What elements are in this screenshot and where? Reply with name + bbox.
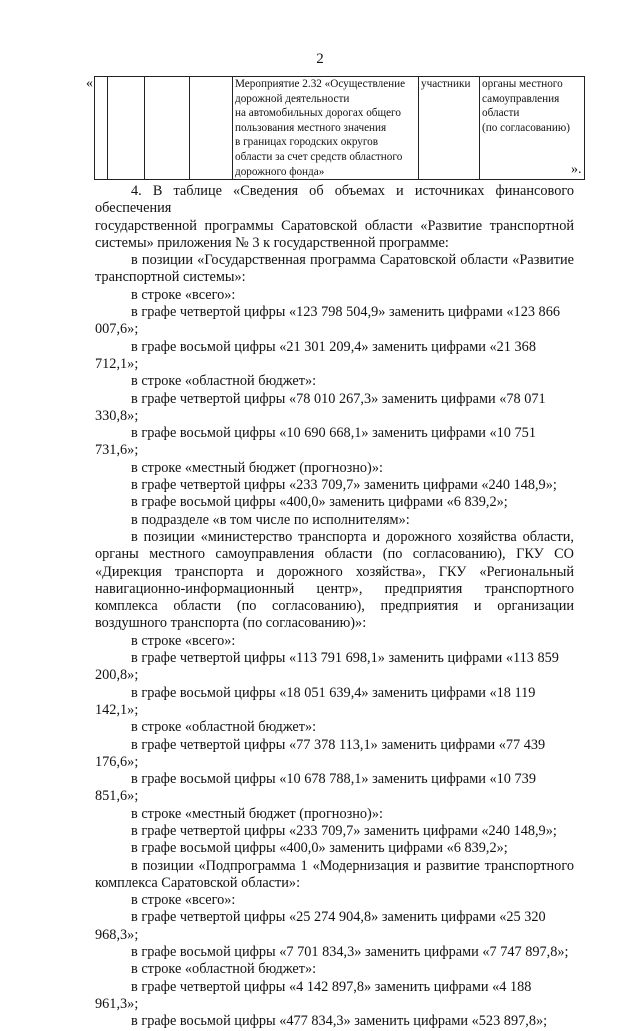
- amendment-table: [94, 76, 585, 180]
- paragraph: в графе четвертой цифры «77 378 113,1» заменить цифрами «77 439 176,6»;: [95, 736, 546, 770]
- paragraph: в строке «всего»:: [131, 632, 236, 649]
- table-cell-empty: [190, 77, 233, 180]
- role-cell: [419, 77, 480, 180]
- paragraph: в строке «областной бюджет»:: [131, 719, 317, 736]
- paragraph: в графе восьмой цифры «400,0» заменить цифрами «6 839,2»;: [131, 840, 508, 857]
- executor-line: органы местного: [482, 78, 563, 90]
- paragraph: в графе четвертой цифры «25 274 904,8» заменить цифрами «25 320 968,3»;: [95, 909, 546, 943]
- paragraph: в графе четвертой цифры «123 798 504,9» заменить цифрами «123 866 007,6»;: [95, 304, 561, 338]
- measure-line: дорожной деятельности: [235, 92, 350, 105]
- paragraph: в графе четвертой цифры «113 791 698,1» заменить цифрами «113 859 200,8»;: [95, 650, 559, 684]
- table-close-quote: ».: [571, 162, 582, 177]
- paragraph: системы» приложения № 3 к государственной программе:: [95, 234, 449, 251]
- table-open-quote: «: [86, 76, 93, 91]
- paragraph: в графе восьмой цифры «10 690 668,1» заменить цифрами «10 751 731,6»;: [95, 425, 536, 459]
- role-label: участники: [421, 78, 471, 90]
- table-cell-empty: [145, 77, 190, 180]
- measure-cell: [233, 77, 419, 180]
- document-body: [95, 183, 574, 1031]
- paragraph: в графе восьмой цифры «21 301 209,4» заменить цифрами «21 368 712,1»;: [95, 338, 536, 372]
- executor-cell: [480, 77, 585, 180]
- paragraph: транспортной системы»:: [95, 269, 246, 286]
- paragraph: в строке «местный бюджет (прогнозно)»:: [131, 805, 383, 822]
- measure-line: дорожного фонда»: [235, 165, 325, 178]
- paragraph: в строке «областной бюджет»:: [131, 961, 317, 978]
- executor-line: самоуправления: [482, 92, 560, 105]
- measure-line: на автомобильных дорогах общего: [235, 107, 401, 120]
- paragraph: в позиции «министерство транспорта и дорожного хозяйства области, органы местного самоуправления области (по согласованию), ГКУ СО «Дирекция транспорта и дорожного хозяйства», ГКУ «Региональный навигационно-информационный центр», предприятия транспортного комплекса области (по согласованию), предприятия и организации воздушного транспорта (по согласованию)»:: [95, 528, 574, 632]
- measure-line: пользования местного значения: [235, 121, 387, 134]
- paragraph: в графе восьмой цифры «10 678 788,1» заменить цифрами «10 739 851,6»;: [95, 771, 536, 805]
- measure-line: Мероприятие 2.32 «Осуществление: [235, 78, 406, 90]
- paragraph: в графе восьмой цифры «7 701 834,3» заменить цифрами «7 747 897,8»;: [131, 944, 569, 961]
- paragraph: в строке «всего»:: [131, 892, 236, 909]
- paragraph: в строке «всего»:: [131, 286, 236, 303]
- paragraph: в графе восьмой цифры «400,0» заменить цифрами «6 839,2»;: [131, 494, 508, 511]
- table-cell-empty: [95, 77, 108, 180]
- paragraph: в графе четвертой цифры «78 010 267,3» заменить цифрами «78 071 330,8»;: [95, 390, 546, 424]
- paragraph: в позиции «Государственная программа Саратовской области «Развитие: [131, 252, 574, 269]
- measure-line: в границах городских округов: [235, 136, 379, 149]
- measure-line: области за счет средств областного: [235, 150, 403, 163]
- paragraph: 4. В таблице «Сведения об объемах и источниках финансового обеспечения: [95, 183, 574, 217]
- paragraph: в графе восьмой цифры «477 834,3» заменить цифрами «523 897,8»;: [131, 1013, 548, 1030]
- paragraph: в графе четвертой цифры «233 709,7» заменить цифрами «240 148,9»;: [131, 822, 557, 839]
- table-cell-empty: [108, 77, 145, 180]
- executor-line: области: [482, 107, 520, 120]
- paragraph: в подразделе «в том числе по исполнителям»:: [131, 511, 410, 528]
- table-row: [95, 77, 585, 180]
- paragraph: в графе четвертой цифры «4 142 897,8» заменить цифрами «4 188 961,3»;: [95, 978, 532, 1012]
- paragraph: государственной программы Саратовской области «Развитие транспортной: [95, 217, 574, 234]
- paragraph: в графе восьмой цифры «18 051 639,4» заменить цифрами «18 119 142,1»;: [95, 684, 536, 718]
- paragraph: в графе четвертой цифры «233 709,7» заменить цифрами «240 148,9»;: [131, 477, 557, 494]
- page-number: 2: [316, 51, 324, 67]
- paragraph: в позиции «Подпрограмма 1 «Модернизация и развитие транспортного комплекса Саратовской области»:: [95, 857, 574, 891]
- executor-line: (по согласованию): [482, 121, 570, 134]
- paragraph: в строке «местный бюджет (прогнозно)»:: [131, 459, 383, 476]
- paragraph: в строке «областной бюджет»:: [131, 373, 317, 390]
